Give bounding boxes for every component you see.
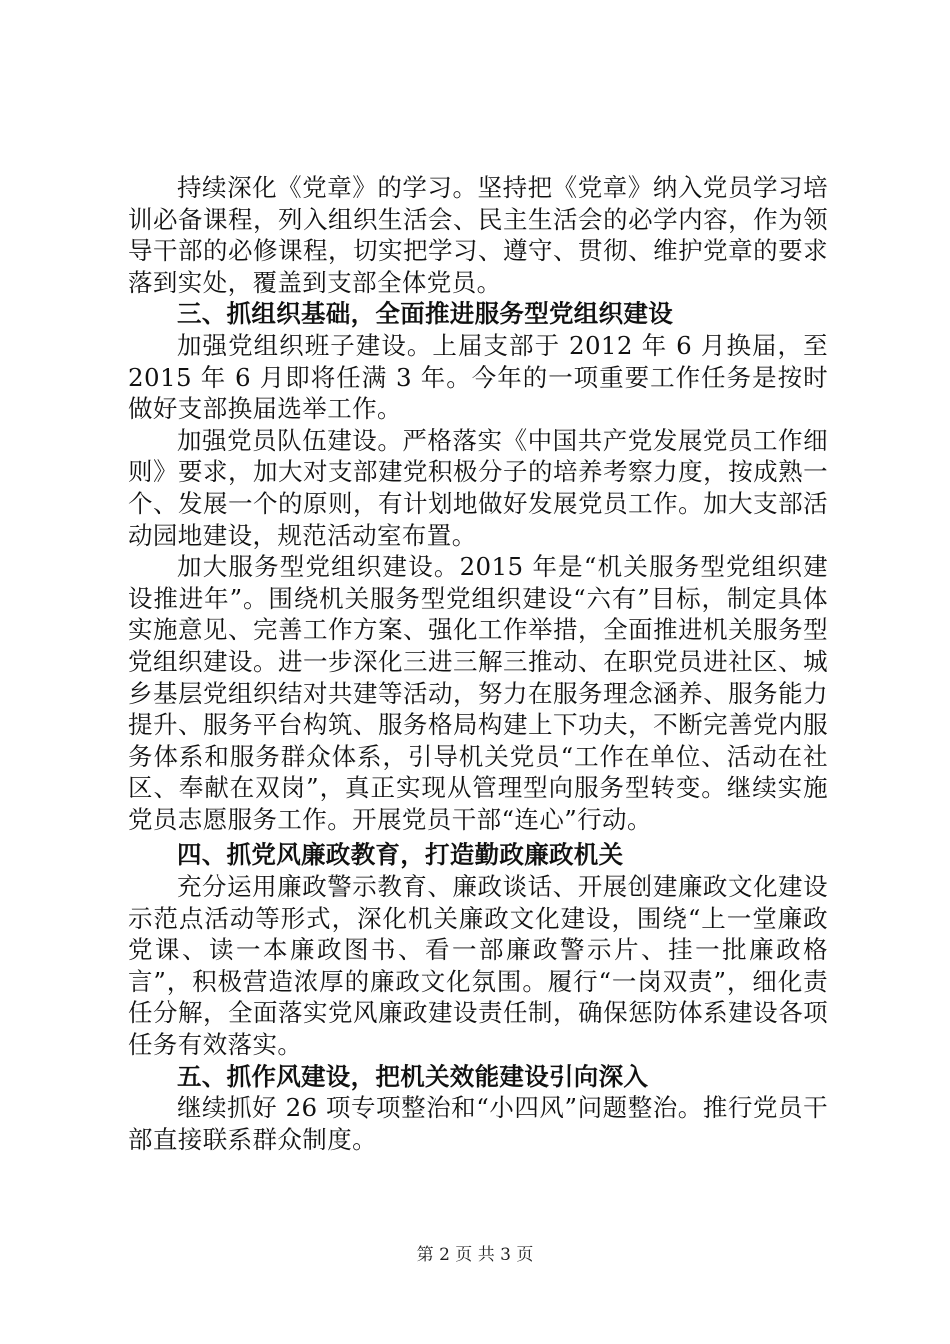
paragraph-party-constitution-study: 持续深化《党章》的学习。坚持把《党章》纳入党员学习培训必备课程，列入组织生活会、民主生活会的必学内容，作为领导干部的必修课程，切实把学习、遵守、贯彻、维护党章的要求落到实处，覆盖到支部全体党员。 — [128, 173, 828, 297]
paragraph-committee-building: 加强党组织班子建设。上届支部于 2012 年 6 月换届，至 2015 年 6 月即将任满 3 年。今年的一项重要工作任务是按时做好支部换届选举工作。 — [128, 330, 828, 424]
paragraph-service-organization: 加大服务型党组织建设。2015 年是“机关服务型党组织建设推进年”。围绕机关服务型党组织建设“六有”目标，制定具体实施意见、完善工作方案、强化工作举措，全面推进机关服务型党组织建设。进一步深化三进三解三推动、在职党员进社区、城乡基层党组织结对共建等活动，努力在服务理念涵养、服务能力提升、服务平台构筑、服务格局构建上下功夫，不断完善党内服务体系和服务群众体系，引导机关党员“工作在单位、活动在社区、奉献在双岗”，真正实现从管理型向服务型转变。继续实施党员志愿服务工作。开展党员干部“连心”行动。 — [128, 552, 828, 834]
section-heading-5: 五、抓作风建设，把机关效能建设引向深入 — [177, 1061, 649, 1091]
section-heading-3: 三、抓组织基础，全面推进服务型党组织建设 — [177, 299, 673, 329]
paragraph-work-style-rectification: 继续抓好 26 项专项整治和“小四风”问题整治。推行党员干部直接联系群众制度。 — [128, 1093, 828, 1154]
section-heading-4: 四、抓党风廉政教育，打造勤政廉政机关 — [177, 840, 624, 870]
paragraph-integrity-education: 充分运用廉政警示教育、廉政谈话、开展创建廉政文化建设示范点活动等形式，深化机关廉政文化建设，围绕“上一堂廉政党课、读一本廉政图书、看一部廉政警示片、挂一批廉政格言”，积极营造浓厚的廉政文化氛围。履行“一岗双责”，细化责任分解，全面落实党风廉政建设责任制，确保惩防体系建设各项任务有效落实。 — [128, 872, 828, 1060]
document-body — [128, 172, 828, 1155]
paragraph-member-team-building: 加强党员队伍建设。严格落实《中国共产党发展党员工作细则》要求，加大对支部建党积极分子的培养考察力度，按成熟一个、发展一个的原则，有计划地做好发展党员工作。加大支部活动园地建设，规范活动室布置。 — [128, 425, 828, 550]
page-number-footer: 第 2 页 共 3 页 — [416, 1245, 534, 1265]
